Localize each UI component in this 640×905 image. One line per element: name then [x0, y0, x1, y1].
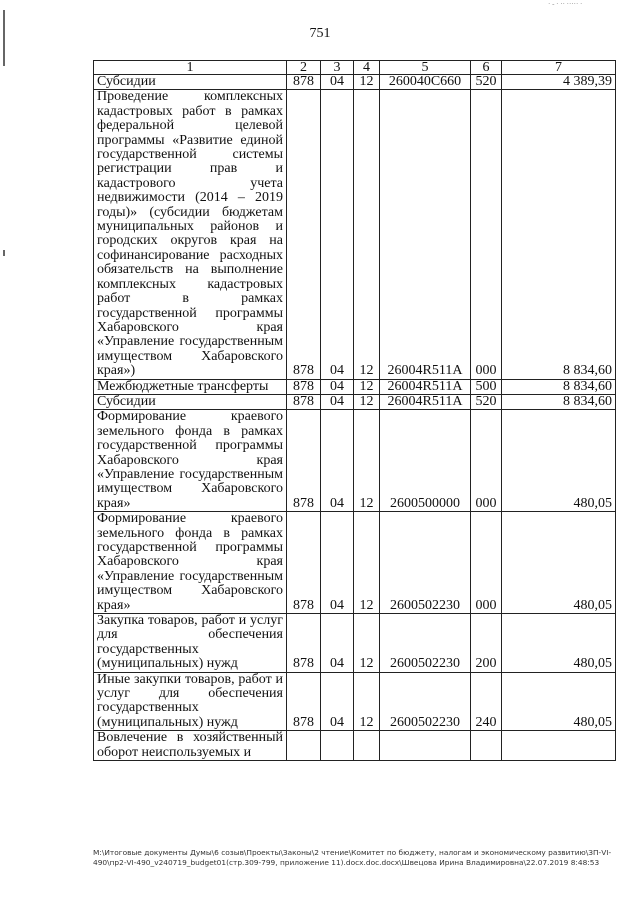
code-cell: 878 — [287, 512, 321, 614]
table-row — [94, 731, 616, 761]
code-cell: 878 — [287, 394, 321, 409]
table-row — [94, 379, 616, 394]
page-number: 751 — [309, 26, 331, 41]
code-cell: 26004R511A — [380, 379, 471, 394]
code-cell: 12 — [354, 379, 380, 394]
code-cell: 04 — [321, 379, 354, 394]
amount-cell: 4 389,39 — [502, 75, 616, 90]
code-cell: 04 — [321, 614, 354, 673]
code-cell — [380, 731, 471, 761]
column-header: 5 — [380, 61, 471, 75]
code-cell: 12 — [354, 410, 380, 512]
column-header: 6 — [471, 61, 502, 75]
code-cell: 878 — [287, 410, 321, 512]
code-cell: 878 — [287, 75, 321, 90]
table-row — [94, 614, 616, 673]
code-cell: 200 — [471, 614, 502, 673]
code-cell — [321, 731, 354, 761]
code-cell: 04 — [321, 90, 354, 379]
code-cell: 12 — [354, 75, 380, 90]
column-header: 4 — [354, 61, 380, 75]
code-cell: 2600502230 — [380, 512, 471, 614]
table-row — [94, 394, 616, 409]
code-cell: 04 — [321, 75, 354, 90]
header-row — [94, 61, 616, 75]
row-name: Субсидии — [94, 75, 287, 90]
table-row — [94, 512, 616, 614]
code-cell: 000 — [471, 410, 502, 512]
code-cell: 520 — [471, 75, 502, 90]
row-name: Вовлечение в хозяйственный оборот неиспользуемых и — [94, 731, 287, 761]
row-name: Формирование краевого земельного фонда в рамках государственной программы Хабаровского края «Управление государственным имуществом Хабаровского края» — [94, 410, 287, 512]
left-margin-mark — [3, 250, 5, 256]
code-cell: 12 — [354, 512, 380, 614]
code-cell: 26004R511A — [380, 90, 471, 379]
code-cell — [471, 731, 502, 761]
code-cell: 2600502230 — [380, 614, 471, 673]
table-row — [94, 672, 616, 731]
amount-cell: 8 834,60 — [502, 90, 616, 379]
column-header: 1 — [94, 61, 287, 75]
row-name: Проведение комплексных кадастровых работ в рамках федеральной целевой программы «Развитие единой государственной системы регистрации прав и кадастрового учета недвижимости (2014 – 2019 годы)» (субсидии бюджетам муниципальных районов и городских округов края на софинансирование расходных обязательств на выполнение комплексных кадастровых работ в рамках государственной программы Хабаровского края «Управление государственным имуществом Хабаровского края») — [94, 90, 287, 379]
code-cell: 04 — [321, 394, 354, 409]
amount-cell: 8 834,60 — [502, 394, 616, 409]
code-cell — [287, 731, 321, 761]
table-row — [94, 90, 616, 379]
table-row — [94, 410, 616, 512]
code-cell: 26004R511A — [380, 394, 471, 409]
amount-cell: 480,05 — [502, 672, 616, 731]
amount-cell: 480,05 — [502, 614, 616, 673]
amount-cell — [502, 731, 616, 761]
row-name: Закупка товаров, работ и услуг для обеспечения государственных (муниципальных) нужд — [94, 614, 287, 673]
code-cell: 000 — [471, 512, 502, 614]
amount-cell: 480,05 — [502, 512, 616, 614]
budget-table — [93, 60, 616, 761]
code-cell: 2600502230 — [380, 672, 471, 731]
file-path-footer: М:\Итоговые документы Думы\6 созыв\Проекты\Законы\2 чтение\Комитет по бюджету, налогам и экономическому развитию\ЗП-VI-490\пр2-VI-490_v240719_budget01(стр.309-799, приложение 11).docx.doc.docx\Швецова Ирина Владимировна\22.07.2019 8:48:53 — [93, 848, 612, 867]
code-cell: 500 — [471, 379, 502, 394]
code-cell: 260040С660 — [380, 75, 471, 90]
code-cell: 240 — [471, 672, 502, 731]
amount-cell: 480,05 — [502, 410, 616, 512]
row-name: Межбюджетные трансферты — [94, 379, 287, 394]
code-cell: 12 — [354, 394, 380, 409]
code-cell: 2600500000 — [380, 410, 471, 512]
code-cell: 000 — [471, 90, 502, 379]
amount-cell: 8 834,60 — [502, 379, 616, 394]
code-cell — [354, 731, 380, 761]
code-cell: 04 — [321, 410, 354, 512]
code-cell: 04 — [321, 512, 354, 614]
row-name: Субсидии — [94, 394, 287, 409]
row-name: Иные закупки товаров, работ и услуг для обеспечения государственных (муниципальных) нужд — [94, 672, 287, 731]
left-margin-mark — [3, 10, 5, 66]
code-cell: 520 — [471, 394, 502, 409]
code-cell: 04 — [321, 672, 354, 731]
column-header: 3 — [321, 61, 354, 75]
code-cell: 12 — [354, 614, 380, 673]
code-cell: 878 — [287, 90, 321, 379]
code-cell: 878 — [287, 614, 321, 673]
code-cell: 878 — [287, 379, 321, 394]
row-name: Формирование краевого земельного фонда в рамках государственной программы Хабаровского края «Управление государственным имуществом Хабаровского края» — [94, 512, 287, 614]
code-cell: 12 — [354, 672, 380, 731]
table-row — [94, 75, 616, 90]
code-cell: 12 — [354, 90, 380, 379]
column-header: 2 — [287, 61, 321, 75]
column-header: 7 — [502, 61, 616, 75]
top-corner-mark: · - · ·· ····· · — [548, 0, 583, 8]
code-cell: 878 — [287, 672, 321, 731]
